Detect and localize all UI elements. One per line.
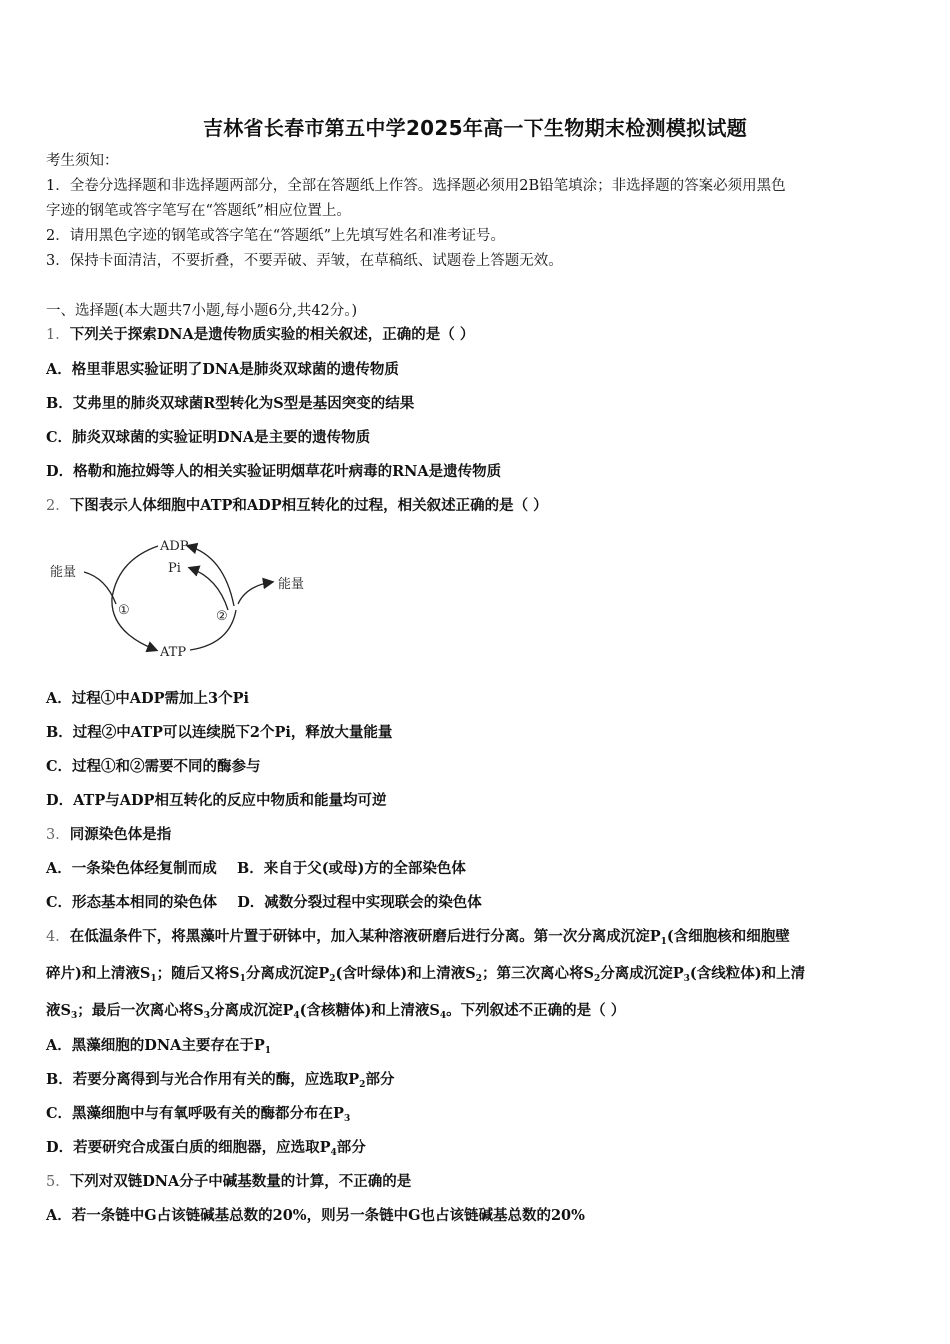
q1-option-a: A．格里菲思实验证明了DNA是肺炎双球菌的遗传物质 [46, 361, 399, 378]
question-number: 2． [46, 498, 70, 514]
text: (含核糖体)和上清液S [299, 1002, 440, 1019]
energy-right-label: 能量 [278, 577, 305, 592]
atp-synthesis-arrow [112, 546, 158, 650]
atp-hydrolysis-arc [190, 610, 236, 650]
subscript: 1 [264, 1046, 271, 1056]
energy-output-arrow [238, 582, 272, 604]
question-2-stem [46, 496, 548, 516]
process-2-label: ② [216, 609, 228, 624]
adp-release-arrow [188, 546, 234, 606]
text: 部分 [336, 1139, 366, 1156]
text: B．若要分离得到与光合作用有关的酶，应选取P [46, 1071, 360, 1088]
section-heading: 一、选择题(本大题共7小题,每小题6分,共42分。) [46, 303, 358, 319]
notice-item: 3．保持卡面清洁，不要折叠，不要弄破、弄皱，在草稿纸、试题卷上答题无效。 [46, 253, 563, 269]
text: A．黑藻细胞的DNA主要存在于P [46, 1037, 265, 1054]
text: 碎片)和上清液S [46, 965, 151, 982]
subscript: 1 [150, 974, 157, 984]
q3-options-ab: A．一条染色体经复制而成 B．来自于父(或母)方的全部染色体 [46, 860, 466, 877]
atp-label: ATP [160, 645, 187, 660]
adp-label: ADP [160, 539, 189, 554]
question-4-stem-line2 [46, 964, 805, 984]
question-5-stem [46, 1172, 411, 1192]
notice-item: 1．全卷分选择题和非选择题两部分，全部在答题纸上作答。选择题必须用2B铅笔填涂；非选择题的答案必须用黑色 [46, 178, 786, 194]
subscript: 3 [683, 974, 690, 984]
text: ；第三次离心将S [482, 965, 594, 982]
q2-option-b: B．过程②中ATP可以连续脱下2个Pi，释放大量能量 [46, 724, 393, 741]
text: (含细胞核和细胞壁 [666, 928, 790, 945]
question-number: 4． [46, 929, 70, 945]
text: ；随后又将S [156, 965, 240, 982]
subscript: 2 [475, 974, 482, 984]
q1-option-c: C．肺炎双球菌的实验证明DNA是主要的遗传物质 [46, 429, 371, 446]
q4-option-b [46, 1070, 394, 1090]
q4-option-a [46, 1036, 271, 1056]
text: (含线粒体)和上清 [689, 965, 806, 982]
text: 分离成沉淀P [245, 965, 330, 982]
subscript: 2 [359, 1080, 366, 1090]
q2-option-d: D．ATP与ADP相互转化的反应中物质和能量均可逆 [46, 792, 387, 809]
process-1-label: ① [118, 603, 130, 618]
text: 部分 [365, 1071, 395, 1088]
question-text: 下列关于探索DNA是遗传物质实验的相关叙述，正确的是（ ） [69, 326, 475, 343]
subscript: 3 [343, 1114, 351, 1124]
text: 分离成沉淀P [600, 965, 684, 982]
text: 液S [46, 1002, 71, 1019]
question-number: 3． [46, 827, 70, 843]
text: 分离成沉淀P [210, 1002, 294, 1019]
text: D．若要研究合成蛋白质的细胞器，应选取P [46, 1139, 331, 1156]
q1-option-b: B．艾弗里的肺炎双球菌R型转化为S型是基因突变的结果 [46, 395, 415, 412]
atp-adp-cycle-diagram [46, 532, 326, 662]
question-4-stem-line1 [46, 927, 790, 947]
text: 。下列叙述不正确的是（ ） [446, 1002, 626, 1019]
subscript: 3 [203, 1011, 210, 1021]
q4-option-c [46, 1104, 350, 1124]
question-number: 1． [46, 327, 70, 343]
subscript: 4 [293, 1011, 300, 1021]
energy-input-arrow [84, 572, 116, 604]
question-text: 下列对双链DNA分子中碱基数量的计算，不正确的是 [69, 1173, 412, 1190]
text: C．黑藻细胞中与有氧呼吸有关的酶都分布在P [46, 1105, 344, 1122]
text: 在低温条件下，将黑藻叶片置于研钵中，加入某种溶液研磨后进行分离。第一次分离成沉淀P [69, 928, 661, 945]
q3-options-cd: C．形态基本相同的染色体 D．减数分裂过程中实现联会的染色体 [46, 894, 482, 911]
subscript: 3 [70, 1011, 78, 1021]
text: (含叶绿体)和上清液S [335, 965, 476, 982]
q5-option-a: A．若一条链中G占该链碱基总数的20%，则另一条链中G也占该链碱基总数的20% [46, 1207, 585, 1224]
subscript: 2 [329, 974, 336, 984]
subscript: 1 [660, 937, 667, 947]
question-1-stem [46, 325, 474, 345]
subscript: 4 [330, 1148, 337, 1158]
notice-heading: 考生须知： [46, 153, 119, 169]
q1-option-d: D．格勒和施拉姆等人的相关实验证明烟草花叶病毒的RNA是遗传物质 [46, 463, 502, 480]
question-4-stem-line3 [46, 1001, 625, 1021]
pi-label: Pi [168, 561, 181, 576]
subscript: 1 [239, 974, 246, 984]
notice-item: 2．请用黑色字迹的钢笔或答字笔在“答题纸”上先填写姓名和准考证号。 [46, 228, 506, 244]
q2-option-c: C．过程①和②需要不同的酶参与 [46, 758, 261, 775]
q4-option-d [46, 1138, 366, 1158]
q2-option-a: A．过程①中ADP需加上3个Pi [46, 690, 249, 707]
question-text: 下图表示人体细胞中ATP和ADP相互转化的过程，相关叙述正确的是（ ） [69, 497, 548, 514]
text: ；最后一次离心将S [77, 1002, 204, 1019]
subscript: 4 [439, 1011, 447, 1021]
question-number: 5． [46, 1174, 70, 1190]
notice-item: 字迹的钢笔或答字笔写在“答题纸”相应位置上。 [46, 203, 351, 219]
energy-left-label: 能量 [50, 565, 77, 580]
subscript: 2 [593, 974, 601, 984]
question-text: 同源染色体是指 [69, 826, 172, 843]
page-title: 吉林省长春市第五中学2025年高一下生物期末检测模拟试题 [202, 116, 748, 140]
question-3-stem [46, 825, 171, 845]
